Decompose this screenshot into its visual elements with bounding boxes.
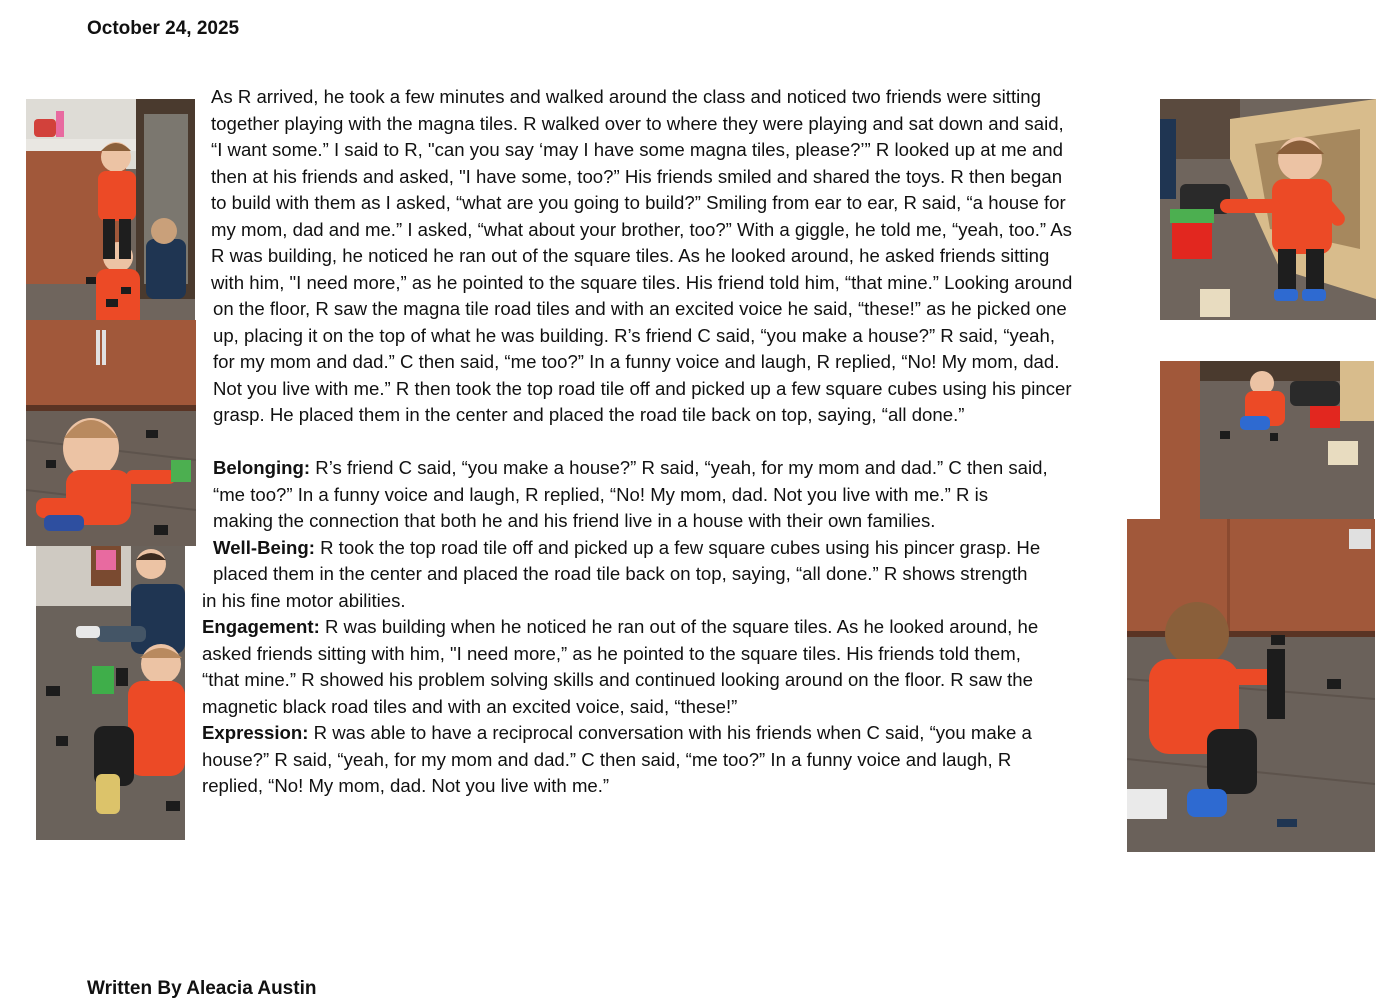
engagement-line: “that mine.” R showed his problem solving skills and continued looking around on the floor. R saw the	[202, 669, 1033, 690]
wellbeing-line: in his fine motor abilities.	[202, 589, 406, 611]
belonging-section	[202, 455, 1147, 535]
author-signature-line: Written By Aleacia Austin	[87, 978, 317, 999]
photo-children-building-tiles	[36, 546, 185, 840]
photo-child-standing-by-cabinet	[26, 99, 195, 320]
belonging-line: “me too?” In a funny voice and laugh, R replied, “No! My mom, dad. Not you live with me.” R is	[213, 483, 989, 505]
wellbeing-line: placed them in the center and placed the road tile back on top, saying, “all done.” R shows strength	[213, 563, 1028, 584]
story-line: grasp. He placed them in the center and placed the road tile back on top, saying, “all done.”	[213, 404, 965, 425]
expression-line: house?” R said, “yeah, for my mom and dad.” C then said, “me too?” In a funny voice and laugh, R	[202, 748, 1012, 770]
engagement-first-text: R was building when he noticed he ran out of the square tiles. As he looked around, he	[319, 616, 1039, 637]
wellbeing-section	[202, 535, 1147, 615]
engagement-heading: Engagement:	[202, 616, 320, 637]
belonging-heading: Belonging:	[213, 457, 311, 478]
story-line: “I want some.” I said to R, "can you say ‘may I have some magna tiles, please?’” R looked up at me and	[211, 139, 1063, 160]
belonging-first-text: R’s friend C said, “you make a house?” R said, “yeah, for my mom and dad.” C then said,	[310, 457, 1048, 478]
observation-date: October 24, 2025	[87, 18, 240, 39]
expression-line: replied, “No! My mom, dad. Not you live with me.”	[202, 775, 610, 796]
story-line: to build with them as I asked, “what are you going to build?” Smiling from ear to ear, R said, “a house for	[211, 192, 1066, 213]
story-line: my mom, dad and me.” I asked, “what about your brother, too?” With a giggle, he told me, “yeah, too.” As	[211, 218, 1072, 240]
story-paragraph	[202, 84, 1147, 429]
story-line: for my mom and dad.” C then said, “me too?” In a funny voice and laugh, R replied, “No! My mom, dad.	[213, 351, 1060, 372]
engagement-line: asked friends sitting with him, "I need more,” as he pointed to the square tiles. His friends told them,	[202, 642, 1021, 664]
story-line: together playing with the magna tiles. R walked over to where they were playing and sat down and said,	[211, 112, 1064, 134]
photo-child-at-shelf	[1160, 99, 1376, 320]
wellbeing-first-text: R took the top road tile off and picked up a few square cubes using his pincer grasp. He	[314, 536, 1041, 558]
observation-narrative	[202, 84, 1147, 800]
engagement-first-line	[202, 614, 1147, 641]
expression-first-line	[202, 720, 1147, 747]
expression-section	[202, 720, 1147, 800]
story-line: R was building, he noticed he ran out of the square tiles. As he looked around, he asked friends sitting	[211, 245, 1050, 266]
paragraph-gap	[202, 429, 1147, 456]
photo-child-crouching-by-shelf	[1160, 361, 1374, 519]
engagement-line: magnetic black road tiles and with an excited voice, said, “these!”	[202, 695, 738, 717]
story-line: Not you live with me.” R then took the top road tile off and picked up a few square cubes using his pincer	[213, 377, 1072, 399]
engagement-section	[202, 614, 1147, 720]
photo-child-kneeling-with-tiles	[1127, 519, 1375, 852]
photo-child-smiling-on-floor	[26, 320, 196, 546]
story-line: As R arrived, he took a few minutes and walked around the class and noticed two friends were sitting	[211, 86, 1041, 107]
wellbeing-heading: Well-Being:	[213, 536, 315, 558]
belonging-first-line	[213, 455, 1147, 482]
expression-first-text: R was able to have a reciprocal conversation with his friends when C said, “you make a	[308, 722, 1032, 743]
story-line: on the floor, R saw the magna tile road tiles and with an excited voice he said, “these!” as he picked one	[213, 298, 1067, 319]
story-line: with him, "I need more,” as he pointed to the square tiles. His friend told him, “that mine.” Looking around	[211, 271, 1073, 293]
wellbeing-first-line	[202, 535, 1147, 562]
story-line: up, placing it on the top of what he was building. R’s friend C said, “you make a house?” R said, “yeah,	[213, 324, 1056, 346]
expression-heading: Expression:	[202, 722, 309, 743]
belonging-line: making the connection that both he and his friend live in a house with their own families.	[213, 510, 936, 531]
story-line: then at his friends and asked, "I have some, too?” His friends smiled and shared the toys. R then began	[211, 165, 1063, 187]
